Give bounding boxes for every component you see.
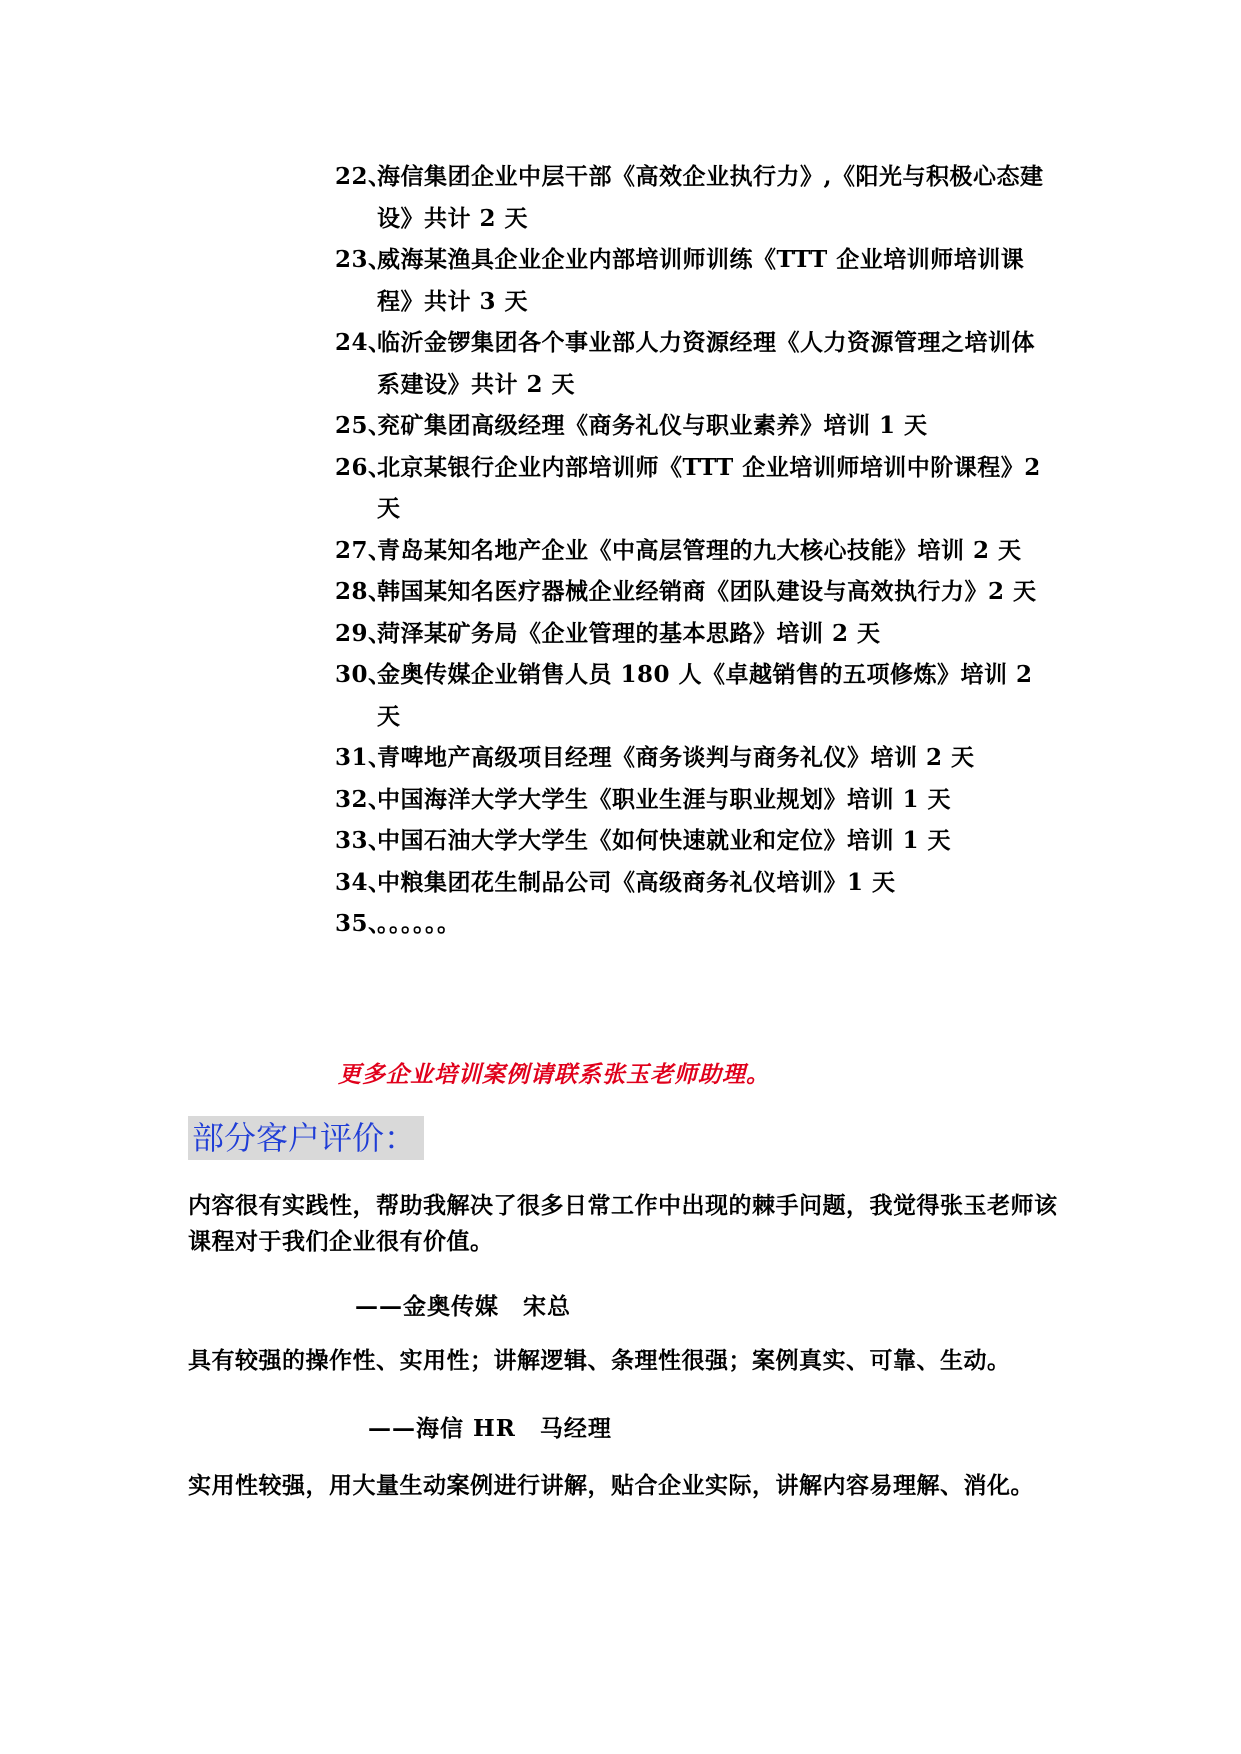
list-item-number: 34、 — [335, 868, 392, 896]
list-item-number: 27、 — [335, 536, 392, 564]
review-signature: ——海信 HR 马经理 — [368, 1415, 612, 1442]
list-item-text: 青啤地产高级项目经理《商务谈判与商务礼仪》培训 2 天 — [377, 744, 975, 771]
training-case-list — [335, 156, 1055, 945]
list-item-text: 北京某银行企业内部培训师《TTT 企业培训师培训中阶课程》2 天 — [377, 453, 1041, 522]
list-item — [335, 737, 1055, 779]
list-item-text: 中国石油大学大学生《如何快速就业和定位》培训 1 天 — [377, 827, 952, 854]
list-item-text: 中粮集团花生制品公司《高级商务礼仪培训》1 天 — [377, 868, 896, 896]
list-item-number: 35、 — [335, 910, 392, 937]
list-item — [335, 405, 1055, 447]
list-item-text: 。。。。。。 — [377, 910, 461, 937]
list-item-text: 金奥传媒企业销售人员 180 人《卓越销售的五项修炼》培训 2 天 — [377, 661, 1033, 730]
list-item-number: 29、 — [335, 619, 392, 647]
list-item-text: 兖矿集团高级经理《商务礼仪与职业素养》培训 1 天 — [377, 412, 928, 439]
list-item — [335, 322, 1055, 405]
section-heading-client-reviews: 部分客户评价： — [188, 1116, 424, 1160]
list-item-number: 23、 — [335, 246, 392, 273]
list-item — [335, 903, 1055, 945]
list-item-number: 28、 — [335, 578, 392, 605]
review-text: 具有较强的操作性、实用性；讲解逻辑、条理性很强；案例真实、可靠、生动。 — [188, 1347, 1011, 1374]
list-item-number: 22、 — [335, 163, 392, 190]
list-item-text: 中国海洋大学大学生《职业生涯与职业规划》培训 1 天 — [377, 785, 952, 813]
more-cases-note: 更多企业培训案例请联系张玉老师助理。 — [338, 1061, 770, 1088]
list-item-text: 菏泽某矿务局《企业管理的基本思路》培训 2 天 — [377, 619, 881, 647]
list-item — [335, 239, 1055, 322]
list-item — [335, 862, 1055, 904]
list-item-number: 31、 — [335, 744, 392, 771]
list-item-text: 青岛某知名地产企业《中高层管理的九大核心技能》培训 2 天 — [377, 536, 1022, 564]
list-item — [335, 613, 1055, 655]
list-item — [335, 654, 1055, 737]
list-item-number: 24、 — [335, 329, 392, 356]
list-item-number: 26、 — [335, 453, 392, 481]
list-item — [335, 447, 1055, 530]
list-item-number: 33、 — [335, 827, 392, 854]
list-item-text: 临沂金锣集团各个事业部人力资源经理《人力资源管理之培训体系建设》共计 2 天 — [377, 329, 1035, 398]
list-item — [335, 530, 1055, 572]
list-item-text: 威海某渔具企业企业内部培训师训练《TTT 企业培训师培训课程》共计 3 天 — [377, 246, 1025, 315]
list-item-number: 30、 — [335, 661, 392, 688]
review-signature: ——金奥传媒 宋总 — [355, 1293, 571, 1320]
list-item-text: 韩国某知名医疗器械企业经销商《团队建设与高效执行力》2 天 — [377, 578, 1037, 605]
list-item — [335, 571, 1055, 613]
review-text: 内容很有实践性，帮助我解决了很多日常工作中出现的棘手问题，我觉得张玉老师该课程对于我们企业很有价值。 — [188, 1192, 1058, 1255]
review-text: 实用性较强，用大量生动案例进行讲解，贴合企业实际，讲解内容易理解、消化。 — [188, 1472, 1034, 1499]
list-item — [335, 779, 1055, 821]
list-item-text: 海信集团企业中层干部《高效企业执行力》,《阳光与积极心态建设》共计 2 天 — [377, 163, 1044, 232]
list-item — [335, 820, 1055, 862]
list-item-number: 32、 — [335, 785, 392, 813]
list-item — [335, 156, 1055, 239]
list-item-number: 25、 — [335, 412, 392, 439]
